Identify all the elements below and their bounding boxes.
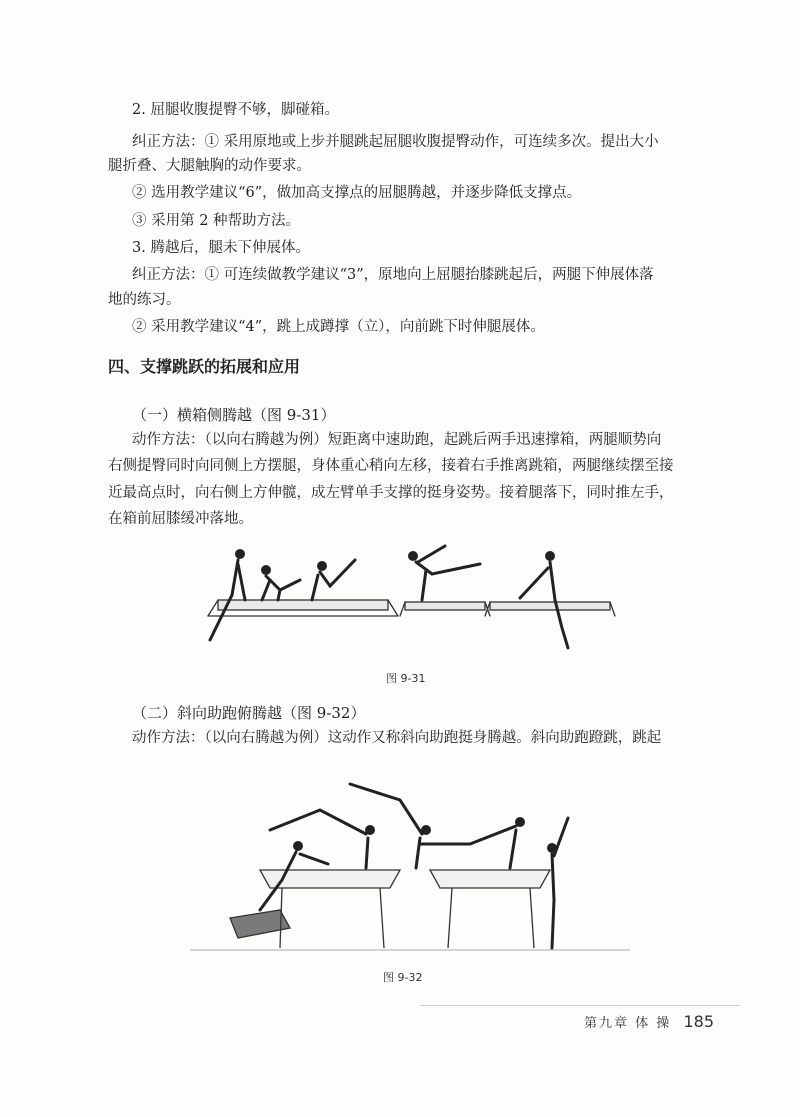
subsection-2-title: （二）斜向助跑俯腾越（图 9-32）: [132, 704, 366, 722]
footer-divider: [420, 1005, 740, 1006]
sub1-text-line4: 在箱前屈膝缓冲落地。: [108, 511, 253, 527]
item2-method-line1: 纠正方法：① 采用原地或上步并腿跳起屈腿收腹提臀动作，可连续多次。提出大小: [132, 134, 659, 150]
section-heading: 四、支撑跳跃的拓展和应用: [108, 357, 301, 376]
item3-method-line1: 纠正方法：① 可连续做教学建议“3”，原地向上屈腿抬膝跳起后，两腿下伸展体落: [132, 267, 654, 283]
page-number: 185: [683, 1012, 714, 1031]
sub2-text-line1: 动作方法：（以向右腾越为例）这动作又称斜向助跑挺身腾越。斜向助跑蹬跳，跳起: [132, 730, 662, 746]
item3-method-line2: 地的练习。: [108, 292, 181, 308]
item3-method2: ② 采用教学建议“4”，跳上成蹲撑（立），向前跳下时伸腿展体。: [132, 319, 545, 335]
item2-method3: ③ 采用第 2 种帮助方法。: [132, 213, 301, 229]
sub1-text-line1: 动作方法：（以向右腾越为例）短距离中速助跑，起跳后两手迅速撑箱，两腿顺势向: [132, 432, 662, 448]
item2-method-line2: 腿折叠、大腿触胸的动作要求。: [108, 158, 311, 174]
figure-9-32: [190, 760, 630, 960]
chapter-label: 第九章 体 操: [584, 1016, 672, 1031]
sub1-text-line3: 近最高点时，向右侧上方伸髋，成左臂单手支撑的挺身姿势。接着腿落下，同时推左手，: [108, 485, 674, 501]
sub1-text-line2: 右侧提臀同时向同侧上方摆腿，身体重心稍向左移，接着右手推离跳箱，两腿继续摆至接: [108, 458, 674, 474]
page-footer: [584, 1012, 714, 1031]
figure-9-31: [200, 540, 620, 660]
figure-9-32-caption: 图 9-32: [383, 971, 423, 984]
item3-title: 3. 腾越后，腿未下伸展体。: [132, 240, 310, 256]
figure-9-31-caption: 图 9-31: [386, 672, 426, 685]
subsection-1-title: （一）横箱侧腾越（图 9-31）: [132, 406, 336, 424]
item2-method2: ② 选用教学建议“6”，做加高支撑点的屈腿腾越，并逐步降低支撑点。: [132, 185, 582, 201]
item2-title: 2. 屈腿收腹提臀不够，脚碰箱。: [132, 102, 339, 118]
